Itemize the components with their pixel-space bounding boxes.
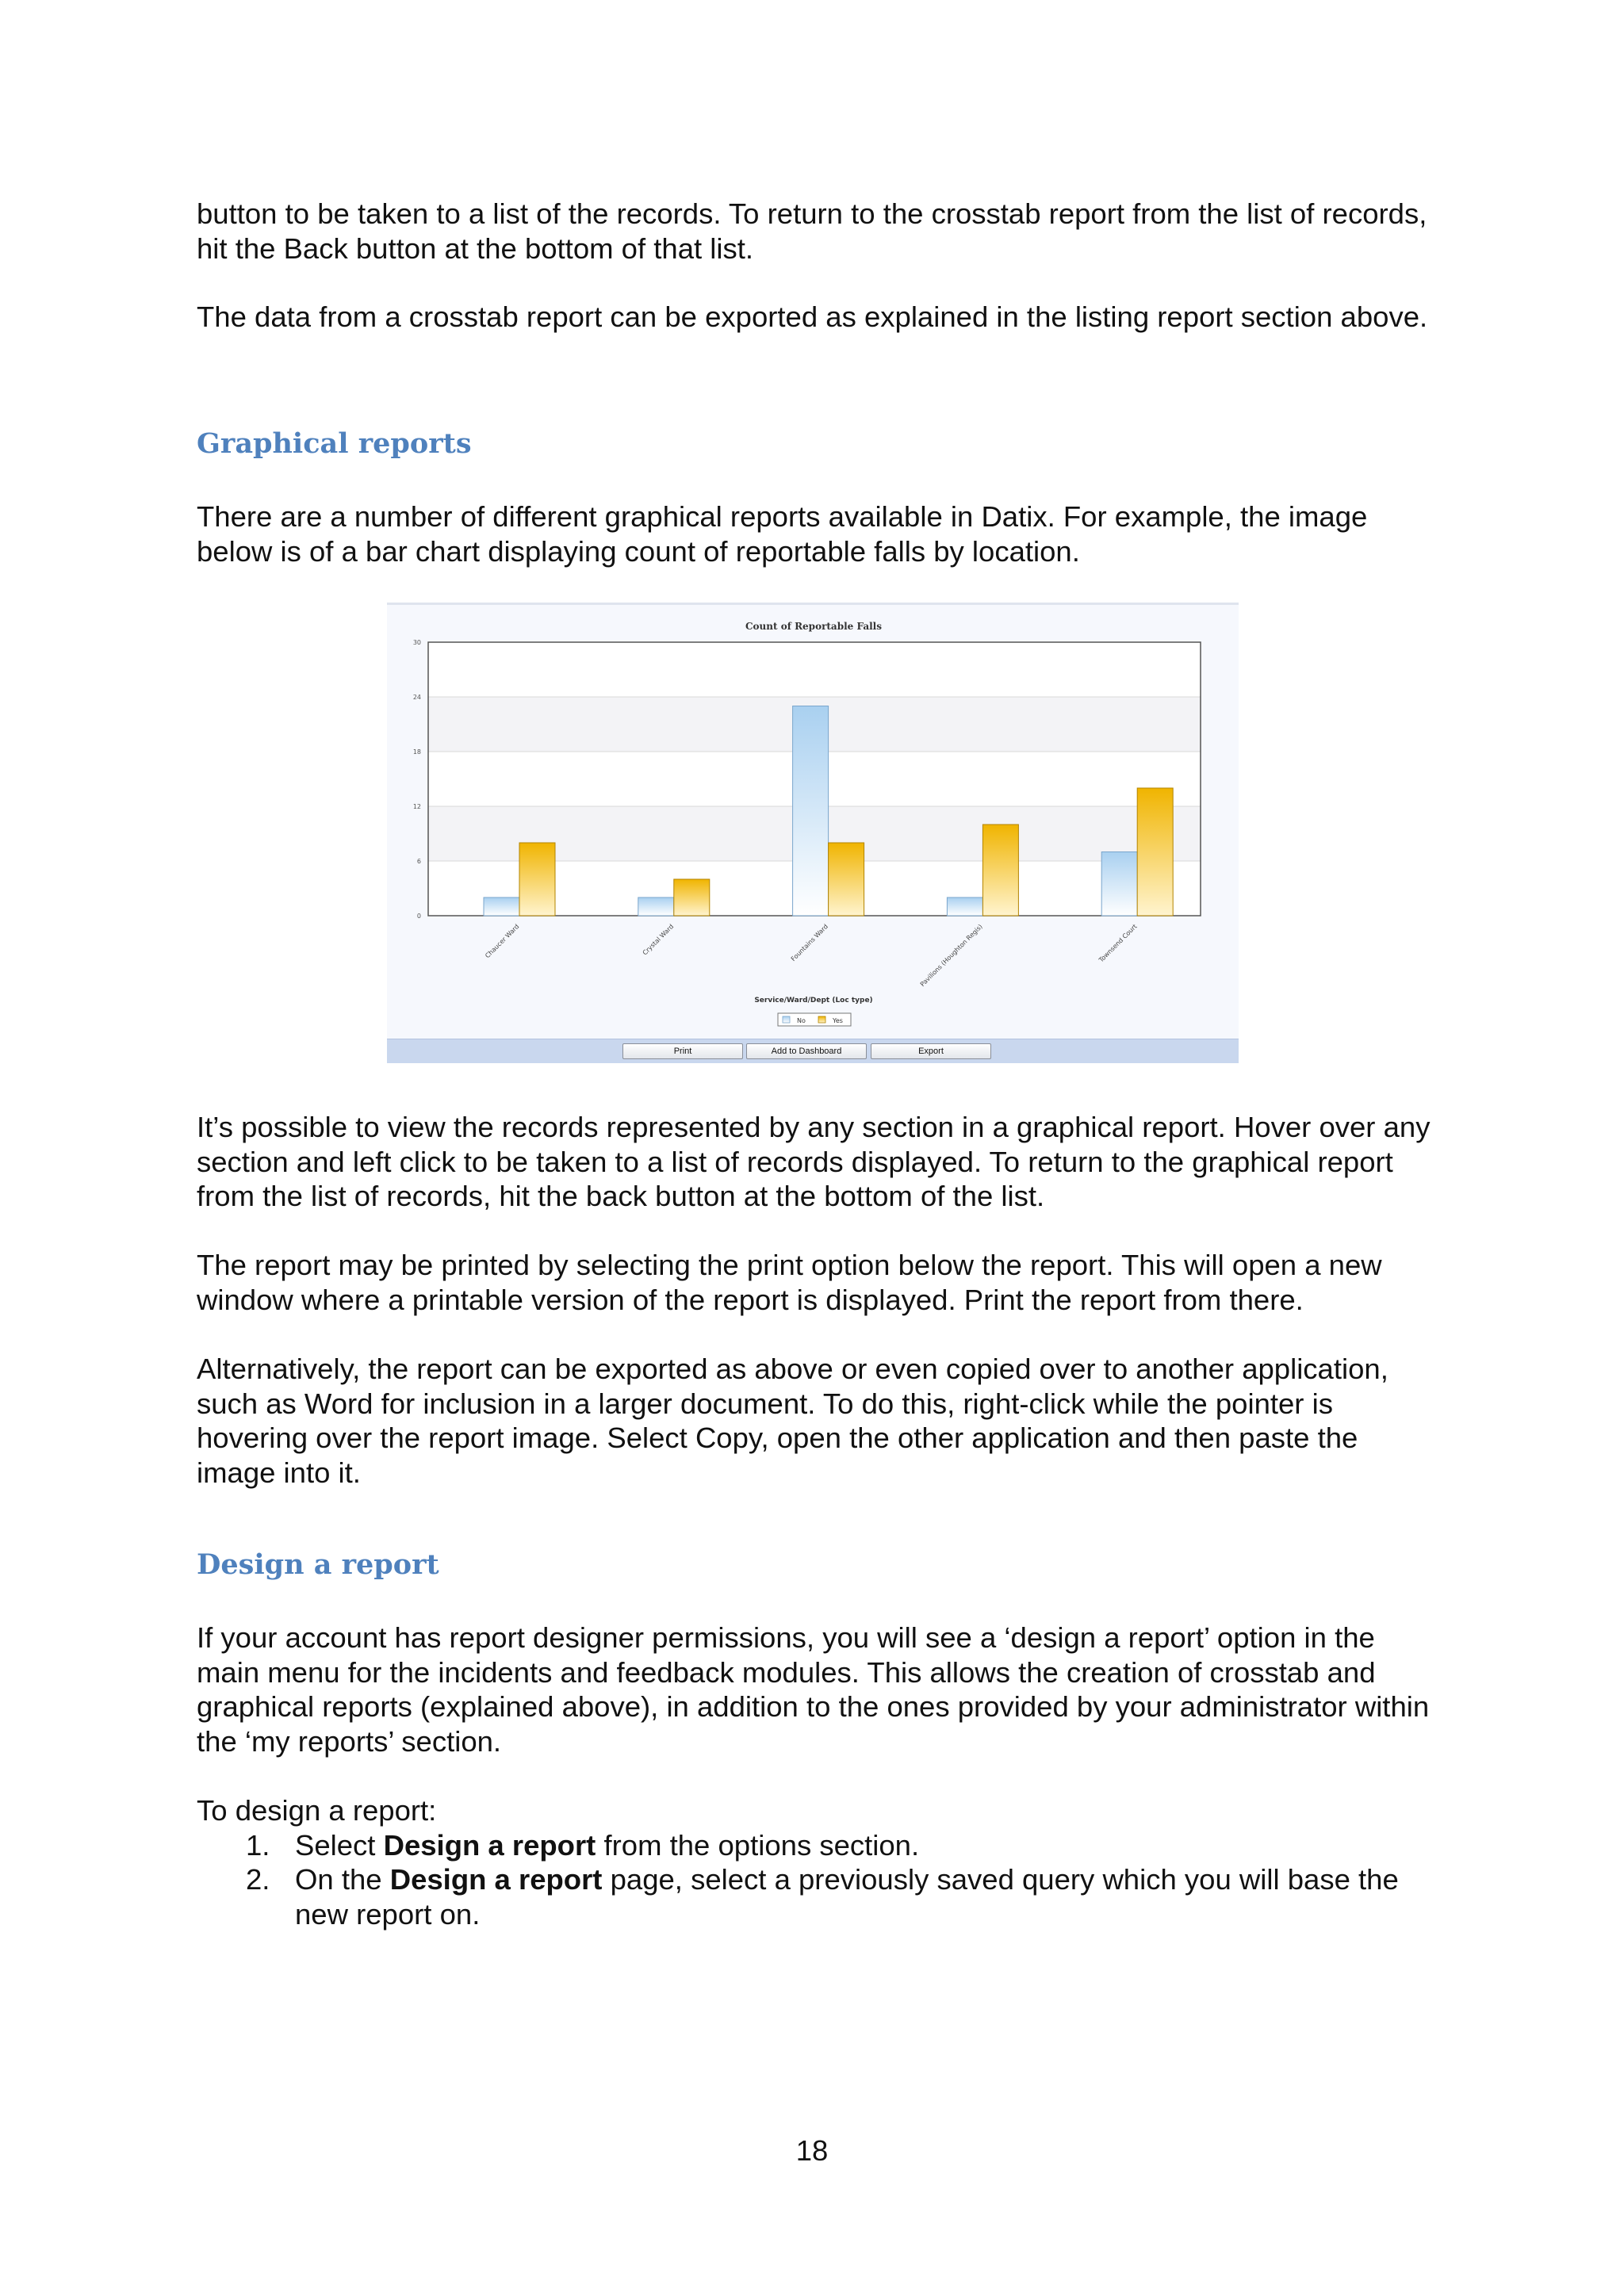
bar-no[interactable] [947, 897, 982, 916]
y-tick-label: 30 [412, 639, 421, 646]
y-tick-label: 24 [412, 694, 421, 701]
x-tick-label: Townsend Court [1097, 923, 1139, 964]
y-tick-label: 0 [416, 913, 421, 920]
legend-label: Yes [833, 1017, 843, 1024]
graphical-reports-heading: Graphical reports [197, 427, 472, 460]
step-number: 1. [246, 1828, 270, 1862]
y-tick-label: 12 [412, 803, 421, 810]
chart-button-bar [387, 1039, 1239, 1063]
intro-paragraph-1: button to be taken to a list of the records. To return to the crosstab report from the list of records, hit the Back button at the bottom of that list. [197, 197, 1427, 265]
step-item [197, 1862, 1434, 1931]
graphical-paragraph-1: There are a number of different graphical reports available in Datix. For example, the image below is of a bar chart displaying count of reportable falls by location. [197, 500, 1368, 568]
bar-yes[interactable] [674, 879, 710, 916]
graphical-paragraph-4: Alternatively, the report can be exported as above or even copied over to another application, such as Word for inclusion in a larger document. To do this, right-click while the pointer is hovering over the report image. Select Copy, open the other application and then paste the image into it. [197, 1353, 1388, 1489]
bar-no[interactable] [638, 897, 674, 916]
bar-no[interactable] [793, 706, 829, 916]
step-text-pre: Select [295, 1828, 384, 1862]
design-paragraph-1: If your account has report designer permissions, you will see a ‘design a report’ option in the main menu for the incidents and feedback modules. This allows the creation of crosstab and graphical reports (explained above), in addition to the ones provided by your administrator within the ‘my reports’ section. [197, 1621, 1430, 1758]
x-tick-label: Fountains Ward [789, 923, 830, 963]
bar-yes[interactable] [829, 843, 864, 916]
legend-swatch [783, 1016, 790, 1023]
bar-chart-panel[interactable] [387, 603, 1239, 1063]
x-axis-label: Service/Ward/Dept (Loc type) [754, 997, 873, 1004]
reportable-falls-bar-chart[interactable] [387, 605, 1239, 1039]
y-tick-label: 6 [416, 858, 421, 865]
bar-no[interactable] [484, 897, 519, 916]
step-text-pre: On the [295, 1863, 390, 1896]
design-steps-intro: To design a report: [197, 1794, 437, 1827]
step-number: 2. [246, 1863, 270, 1896]
y-tick-label: 18 [412, 748, 421, 756]
x-tick-label: Pavilions (Houghton Regis) [918, 923, 984, 989]
design-steps [197, 1793, 1434, 1931]
bar-yes[interactable] [1137, 788, 1173, 916]
step-text-bold: Design a report [383, 1828, 596, 1862]
graphical-paragraph-2: It’s possible to view the records represented by any section in a graphical report. Hover over any section and left click to be taken to a list of records displayed. To return to the graphical report from the list of records, hit the back button at the bottom of the list. [197, 1111, 1431, 1212]
step-text-post: page, select a previously saved query which you will base the new report on. [295, 1863, 1399, 1931]
intro-paragraph-2: The data from a crosstab report can be exported as explained in the listing report section above. [197, 300, 1428, 333]
legend-swatch [818, 1016, 825, 1023]
grid-band [428, 642, 1201, 697]
print-button[interactable]: Print [622, 1043, 743, 1059]
design-report-heading: Design a report [197, 1548, 439, 1581]
step-text-post: from the options section. [596, 1828, 920, 1862]
export-button[interactable]: Export [871, 1043, 991, 1059]
x-tick-label: Chaucer Ward [484, 923, 521, 960]
chart-title: Count of Reportable Falls [745, 621, 882, 632]
bar-yes[interactable] [519, 843, 555, 916]
add-to-dashboard-button[interactable]: Add to Dashboard [746, 1043, 867, 1059]
legend-label: No [797, 1017, 806, 1024]
bar-yes[interactable] [982, 825, 1018, 916]
x-tick-label: Crystal Ward [641, 923, 676, 957]
page-number: 18 [795, 2134, 829, 2167]
graphical-paragraph-3: The report may be printed by selecting the print option below the report. This will open a new window where a printable version of the report is displayed. Print the report from there. [197, 1249, 1382, 1316]
step-item [197, 1828, 1434, 1863]
bar-no[interactable] [1101, 852, 1137, 916]
step-text-bold: Design a report [389, 1863, 603, 1896]
